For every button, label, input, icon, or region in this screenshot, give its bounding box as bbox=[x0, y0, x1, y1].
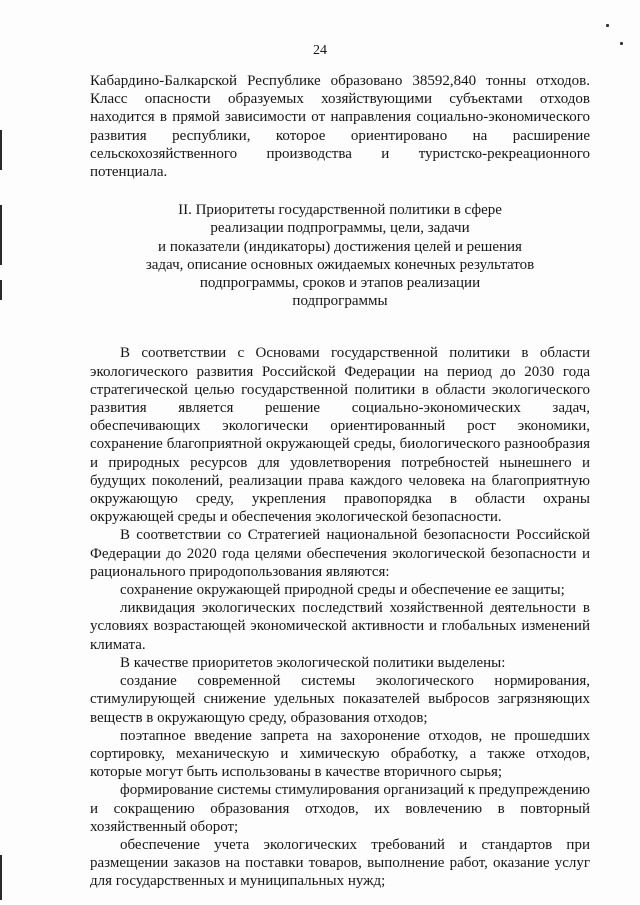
heading-line: и показатели (индикаторы) достижения целей и решения bbox=[158, 238, 522, 255]
scan-edge-mark bbox=[0, 855, 2, 900]
scan-edge-mark bbox=[0, 280, 2, 300]
heading-line: подпрограммы bbox=[292, 293, 388, 310]
body-paragraph: В соответствии со Стратегией национальной безопасности Российской Федерации до 2020 года целями обеспечения экологической безопасности и рационального природопользования являются: bbox=[90, 527, 590, 580]
heading-line: реализации подпрограммы, цели, задачи bbox=[210, 220, 470, 237]
page-number: 24 bbox=[313, 43, 327, 58]
intro-paragraph: Кабардино-Балкарской Республике образовано 38592,840 тонны отходов. Класс опасности образуемых хозяйствующими субъектами отходов находится в прямой зависимости от направления социально-экономического развития республики, которое ориентировано на расширение сельскохозяйственного производства и туристско-рекреационного потенциала. bbox=[90, 73, 590, 181]
list-item: сохранение окружающей природной среды и обеспечение ее защиты; bbox=[120, 582, 565, 599]
list-item: поэтапное введение запрета на захоронение отходов, не прошедших сортировку, механическую и химическую обработку, а также отходов, которые могут быть использованы в качестве вторичного сырья; bbox=[90, 727, 590, 781]
heading-line: подпрограммы, сроков и этапов реализации bbox=[199, 275, 481, 292]
heading-line: задач, описание основных ожидаемых конечных результатов bbox=[145, 256, 535, 273]
scan-edge-mark bbox=[0, 205, 2, 265]
body-paragraph: В качестве приоритетов экологической политики выделены: bbox=[120, 654, 506, 671]
list-item: обеспечение учета экологических требований и стандартов при размещении заказов на поставки товаров, выполнение работ, оказание услуг для государственных и муниципальных нужд; bbox=[90, 836, 590, 890]
list-item: создание современной системы экологического нормирования, стимулирующей снижение удельных показателей выбросов загрязняющих веществ в окружающую среду, образования отходов; bbox=[90, 673, 590, 726]
document-body bbox=[90, 72, 590, 891]
scan-edge-mark bbox=[0, 130, 2, 170]
heading-line: II. Приоритеты государственной политики в сфере bbox=[178, 202, 502, 219]
body-paragraph: В соответствии с Основами государственной политики в области экологического развития Российской Федерации на период до 2030 года стратегической целью государственной политики в области экологического развития является решение социально-экономических задач, обеспечивающих экологически ориентированный рост экономики, сохранение благоприятной окружающей среды, биологического разнообразия и природных ресурсов для удовлетворения потребностей нынешнего и будущих поколений, реализации права каждого человека на благоприятную окружающую среду, укрепления правопорядка в области охраны окружающей среды и обеспечения экологической безопасности. bbox=[90, 345, 590, 526]
list-item: формирование системы стимулирования организаций к предупреждению и сокращению образования отходов, их вовлечению в повторный хозяйственный оборот; bbox=[90, 782, 590, 835]
section-heading bbox=[90, 201, 590, 310]
scan-speck bbox=[606, 24, 609, 27]
list-item: ликвидация экологических последствий хозяйственной деятельности в условиях возрастающей экономической активности и глобальных изменений климата. bbox=[90, 600, 590, 653]
